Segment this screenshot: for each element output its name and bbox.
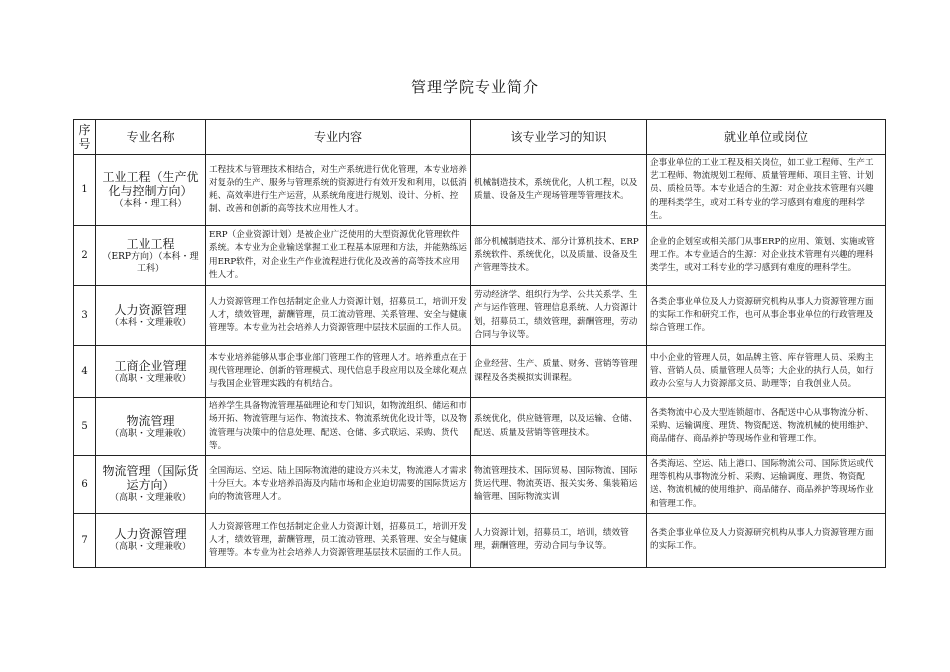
major-name: 人力资源管理 bbox=[114, 302, 187, 317]
major-knowledge: 人力资源计划，招募员工，培训，绩效管理，薪酬管理，劳动合同与争议等。 bbox=[471, 513, 647, 567]
row-num: 3 bbox=[74, 286, 96, 346]
row-num: 1 bbox=[74, 155, 96, 226]
major-name-cell bbox=[96, 346, 206, 398]
header-num: 序号 bbox=[74, 120, 96, 155]
major-employment: 中小企业的管理人员，如品牌主管、库存管理人员、采购主管、营销人员、质量管理人员等；大企业的执行人员，如行政办公室与人力资源部文员、助理等；自我创业人员。 bbox=[647, 346, 886, 398]
major-category: （本科・理工科） bbox=[114, 199, 187, 209]
major-category: （本科・文理兼收） bbox=[109, 317, 191, 328]
page-title: 管理学院专业简介 bbox=[410, 78, 539, 96]
major-name: 物流管理（国际货运方向） bbox=[102, 464, 199, 493]
major-name-cell bbox=[96, 286, 206, 346]
major-content: 工程技术与管理技术相结合，对生产系统进行优化管理，本专业培养对复杂的生产、服务与管理系统的资源进行有效开发和利用，以低消耗、高效率进行生产运营，从系统角度进行规划、设计、分析、控制、改善和创新的高等技术应用性人才。 bbox=[206, 155, 471, 226]
major-category: （高职・文理兼收） bbox=[109, 428, 191, 439]
table-row bbox=[74, 456, 886, 514]
major-content: 人力资源管理工作包括制定企业人力资源计划，招募员工，培训开发人才，绩效管理，薪酬管理，员工流动管理、关系管理、安全与健康管理等。本专业为社会培养人力资源管理中层技术层面的工作人员。 bbox=[206, 286, 471, 346]
major-content: 本专业培养能够从事企事业部门管理工作的管理人才。培养重点在于现代管理理论、创新的管理模式、现代信息手段应用以及全球化观点与我国企业管理实践的有机结合。 bbox=[206, 346, 471, 398]
major-knowledge: 机械制造技术，系统优化，人机工程，以及质量、设备及生产现场管理等管理技术。 bbox=[471, 155, 647, 226]
major-name: 工业工程（生产优化与控制方向） bbox=[102, 170, 199, 198]
header-knowledge: 该专业学习的知识 bbox=[471, 120, 647, 155]
major-employment: 企业的企划室或相关部门从事ERP的应用、策划、实施或管理工作。本专业适合的生源：对企业技术管理有兴趣的理科类学生，或对工科专业的学习感到有难度的理科学生。 bbox=[647, 226, 886, 286]
header-name: 专业名称 bbox=[96, 120, 206, 155]
table-header-row bbox=[74, 120, 886, 155]
table-row bbox=[74, 155, 886, 226]
major-name: 工业工程 bbox=[126, 236, 175, 251]
major-category: （高职・文理兼收） bbox=[109, 493, 191, 504]
major-content: 人力资源管理工作包括制定企业人力资源计划，招募员工，培训开发人才，绩效管理，薪酬管理，员工流动管理、关系管理、安全与健康管理等。本专业为社会培养人力资源管理基层技术层面的工作人员。 bbox=[206, 513, 471, 567]
table-row bbox=[74, 398, 886, 456]
major-name-cell bbox=[96, 226, 206, 286]
row-num: 2 bbox=[74, 226, 96, 286]
major-knowledge: 劳动经济学、组织行为学、公共关系学、生产与运作管理、管理信息系统、人力资源计划，招募员工，绩效管理，薪酬管理，劳动合同与争议等。 bbox=[471, 286, 647, 346]
major-name: 人力资源管理 bbox=[114, 527, 187, 542]
row-num: 5 bbox=[74, 398, 96, 456]
major-name-cell bbox=[96, 513, 206, 567]
major-employment: 各类企事业单位及人力资源研究机构从事人力资源管理方面的实际工作。 bbox=[647, 513, 886, 567]
table-row bbox=[74, 286, 886, 346]
major-category: （高职・文理兼收） bbox=[109, 542, 191, 553]
major-knowledge: 企业经营、生产、质量、财务、营销等管理课程及各类模拟实训课程。 bbox=[471, 346, 647, 398]
row-num: 6 bbox=[74, 456, 96, 514]
major-category: （ERP方向）（本科・理工科） bbox=[102, 251, 199, 274]
major-category: （高职・文理兼收） bbox=[109, 373, 191, 384]
row-num: 7 bbox=[74, 513, 96, 567]
major-employment: 企事业单位的工业工程及相关岗位，如工业工程师、生产工艺工程师、物流规划工程师、质量管理师、项目主管、计划员、质检员等。本专业适合的生源：对企业技术管理有兴趣的理科类学生，或对工科专业的学习感到有难度的理科学生。 bbox=[647, 155, 886, 226]
major-employment: 各类海运、空运、陆上港口、国际物流公司、国际货运或代理等机构从事物流分析、采购、运输调度、理货、物资配送、物流机械的使用维护、商品储存、商品养护等现场作业和管理工作。 bbox=[647, 456, 886, 514]
major-employment: 各类物流中心及大型连锁超市、各配送中心从事物流分析、采购、运输调度、理货、物资配送、物流机械的使用维护、商品储存、商品养护等现场作业和管理工作。 bbox=[647, 398, 886, 456]
major-content: 培养学生具备物流管理基础理论和专门知识，如物流组织、储运和市场开拓、物流管理与运作、物流技术、物流系统优化设计等，以及物流管理与决策中的信息处理、配送、仓储、多式联运、采购、货代等。 bbox=[206, 398, 471, 456]
table-row bbox=[74, 346, 886, 398]
major-employment: 各类企事业单位及人力资源研究机构从事人力资源管理方面的实际工作和研究工作，也可从事企事业单位的行政管理及综合管理工作。 bbox=[647, 286, 886, 346]
major-content: ERP（企业资源计划）是被企业广泛使用的大型资源优化管理软件系统。本专业为企业输送掌握工业工程基本原理和方法，并能熟练运用ERP软件，对企业生产作业流程进行优化及改善的高等技术应用性人才。 bbox=[206, 226, 471, 286]
major-content: 全国海运、空运、陆上国际物流港的建设方兴未艾，物流港人才需求十分巨大。本专业培养沿海及内陆市场和企业迫切需要的国际货运方向的物流管理人才。 bbox=[206, 456, 471, 514]
major-name-cell bbox=[96, 456, 206, 514]
header-content: 专业内容 bbox=[206, 120, 471, 155]
major-name-cell bbox=[96, 155, 206, 226]
major-knowledge: 物流管理技术、国际贸易、国际物流、国际货运代理、物流英语、报关实务、集装箱运输管理、国际物流实训 bbox=[471, 456, 647, 514]
header-employment: 就业单位或岗位 bbox=[647, 120, 886, 155]
major-name: 工商企业管理 bbox=[114, 358, 187, 373]
major-name-cell bbox=[96, 398, 206, 456]
major-knowledge: 部分机械制造技术、部分计算机技术、ERP系统软件、系统优化，以及质量、设备及生产管理等技术。 bbox=[471, 226, 647, 286]
major-knowledge: 系统优化，供应链管理，以及运输、仓储、配送、质量及营销等管理技术。 bbox=[471, 398, 647, 456]
major-name: 物流管理 bbox=[126, 413, 175, 428]
majors-table bbox=[73, 119, 886, 568]
table-row bbox=[74, 513, 886, 567]
row-num: 4 bbox=[74, 346, 96, 398]
table-row bbox=[74, 226, 886, 286]
